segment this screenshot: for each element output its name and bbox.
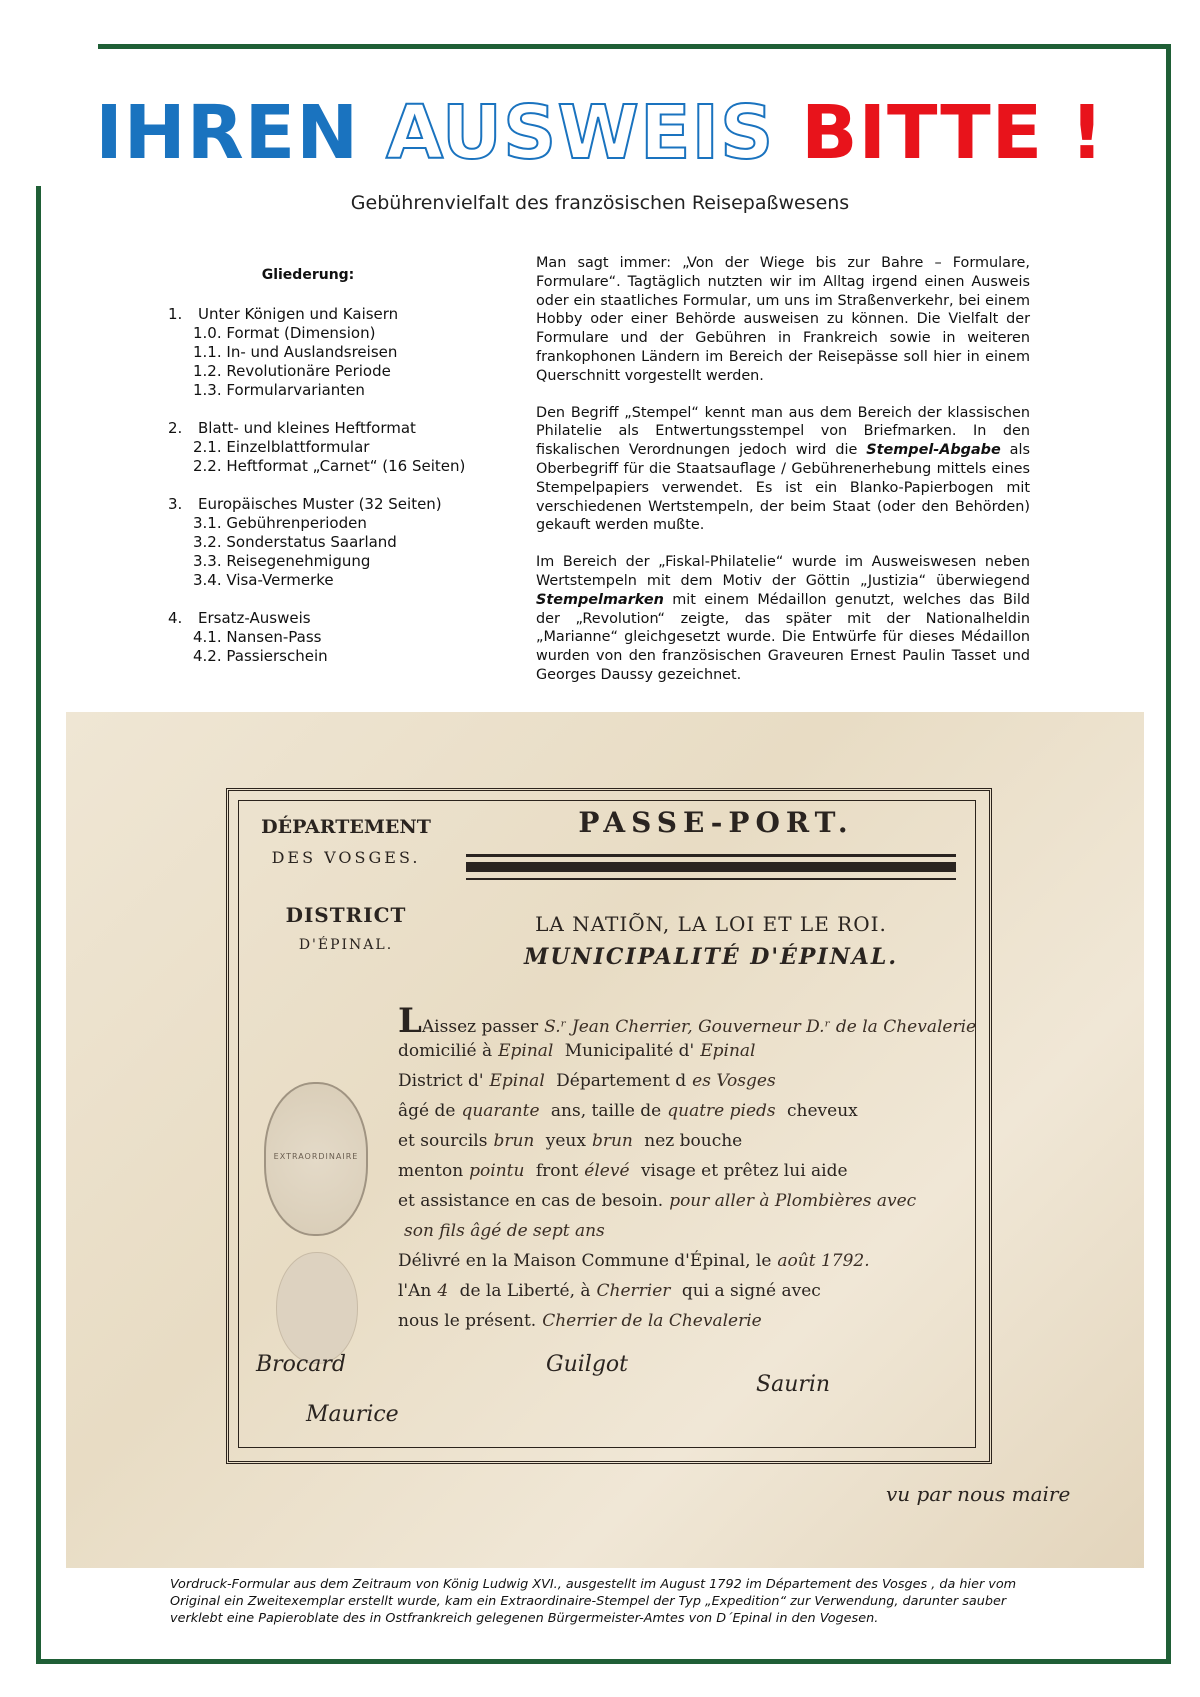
toc-item: 1.3. Formularvarianten bbox=[193, 381, 365, 399]
passport-form-text bbox=[398, 1006, 978, 1336]
form-line: nous le présent. Cherrier de la Chevalerie bbox=[398, 1311, 762, 1331]
municipality-name: MUNICIPALITÉ D'ÉPINAL. bbox=[523, 944, 899, 970]
signature: Saurin bbox=[756, 1372, 831, 1397]
intro-paragraph-3: Im Bereich der „Fiskal-Philatelie“ wurde im Ausweiswesen neben Wertstempeln mit dem Motiv der Göttin „Justizia“ überwiegend Stempelmarken mit einem Médaillon genutzt, welches das Bild der „Revolution“ zeigte, das später mit der Nationalheldin „Marianne“ gleichgesetzt wurde. Die Entwürfe für dieses Médaillon wurden von den französischen Graveuren Ernest Paulin Tasset und Georges Daussy gezeichnet. bbox=[536, 554, 1030, 683]
toc-item: 1.1. In- und Auslandsreisen bbox=[193, 343, 398, 361]
form-line: son fils âgé de sept ans bbox=[404, 1221, 605, 1241]
form-line: et assistance en cas de besoin. pour aller à Plombières avec bbox=[398, 1191, 917, 1211]
heading-rule bbox=[466, 854, 956, 857]
form-line: District d' Epinal Département d es Vosges bbox=[398, 1071, 776, 1091]
signature: Brocard bbox=[256, 1352, 346, 1377]
form-line: domicilié à Epinal Municipalité d' Epinal bbox=[398, 1041, 756, 1061]
frame-top-border bbox=[98, 44, 1171, 49]
extraordinaire-stamp bbox=[264, 1082, 368, 1236]
form-line: menton pointu front élevé visage et prêtez lui aide bbox=[398, 1161, 848, 1181]
department-block bbox=[251, 816, 441, 953]
toc-section-number: 2. bbox=[168, 419, 183, 437]
toc-section-title: Ersatz-Ausweis bbox=[198, 609, 311, 627]
heading-rule-thin bbox=[466, 878, 956, 880]
toc-item: 3.2. Sonderstatus Saarland bbox=[193, 533, 397, 551]
stamp-text: EXTRAORDINAIRE bbox=[273, 1152, 359, 1161]
intro-paragraph-1: Man sagt immer: „Von der Wiege bis zur Bahre – Formulare, Formulare“. Tagtäglich nutzten wir im Alltag irgend einen Ausweis oder ein staatliches Formular, um uns im Straßenverkehr, bei einem Hobby oder einer Behörde ausweisen zu können. Die Vielfalt der Formulare und der Gebühren in Frankreich sowie in weiteren frankophonen Ländern im Bereich der Reisepässe soll hier in einem Querschnitt vorgestellt werden. bbox=[536, 255, 1030, 384]
district-label: DISTRICT bbox=[285, 903, 407, 927]
toc-section bbox=[168, 419, 498, 476]
title-part-3: BITTE ! bbox=[801, 90, 1105, 176]
frame-left-border bbox=[36, 186, 41, 1664]
frame-right-border bbox=[1166, 44, 1171, 1664]
toc-section-number: 4. bbox=[168, 609, 183, 627]
table-of-contents bbox=[168, 266, 498, 685]
toc-item: 3.4. Visa-Vermerke bbox=[193, 571, 334, 589]
toc-section-title: Europäisches Muster (32 Seiten) bbox=[198, 495, 442, 513]
mayor-note: vu par nous maire bbox=[886, 1482, 1071, 1506]
title-part-2: AUSWEIS bbox=[385, 90, 775, 176]
toc-item: 1.2. Revolutionäre Periode bbox=[193, 362, 391, 380]
signature: Guilgot bbox=[546, 1352, 628, 1377]
page-title bbox=[0, 90, 1200, 176]
department-name: DES VOSGES. bbox=[271, 848, 421, 867]
toc-section bbox=[168, 609, 498, 666]
toc-section bbox=[168, 305, 498, 400]
frame-bottom-border bbox=[36, 1659, 1171, 1664]
emphasis-stempel-abgabe: Stempel-Abgabe bbox=[866, 442, 1001, 459]
intro-paragraph-2: Den Begriff „Stempel“ kennt man aus dem Bereich der klassischen Philatelie als Entwertungsstempel von Briefmarken. In den fiskalischen Verordnungen jedoch wird die Stempel-Abgabe als Oberbegriff für die Staatsauflage / Gebührenerhebung mittels eines Stempelpapiers verwendet. Es ist ein Blanko-Papierbogen mit verschiedenen Wertstempeln, der beim Staat (oder den Behörden) gekauft werden mußte. bbox=[536, 404, 1030, 534]
department-label: DÉPARTEMENT bbox=[261, 816, 431, 838]
toc-item: 2.1. Einzelblattformular bbox=[193, 438, 370, 456]
toc-item: 4.2. Passierschein bbox=[193, 647, 328, 665]
paper-wafer-seal bbox=[276, 1252, 358, 1364]
motto: LA NATIÕN, LA LOI ET LE ROI. bbox=[535, 912, 887, 936]
toc-item: 2.2. Heftformat „Carnet“ (16 Seiten) bbox=[193, 457, 466, 475]
form-line: l'An 4 de la Liberté, à Cherrier qui a signé avec bbox=[398, 1281, 821, 1301]
toc-heading: Gliederung: bbox=[261, 267, 355, 283]
form-line: LAissez passer S.ʳ Jean Cherrier, Gouverneur D.ʳ de la Chevalerie bbox=[398, 1006, 977, 1036]
toc-section-title: Blatt- und kleines Heftformat bbox=[198, 419, 416, 437]
district-name: D'ÉPINAL. bbox=[298, 937, 394, 953]
intro-text bbox=[536, 254, 1030, 703]
toc-section-number: 1. bbox=[168, 305, 183, 323]
toc-section-number: 3. bbox=[168, 495, 183, 513]
form-line: et sourcils brun yeux brun nez bouche bbox=[398, 1131, 743, 1151]
heading-rule-thick bbox=[466, 862, 956, 872]
toc-item: 3.3. Reisegenehmigung bbox=[193, 552, 371, 570]
toc-item: 4.1. Nansen-Pass bbox=[193, 628, 322, 646]
passport-heading: PASSE-PORT. bbox=[578, 806, 854, 839]
title-part-1: IHREN bbox=[95, 90, 360, 176]
toc-item: 3.1. Gebührenperioden bbox=[193, 514, 367, 532]
toc-section bbox=[168, 495, 498, 590]
page-subtitle: Gebührenvielfalt des französischen Reisepaßwesens bbox=[350, 192, 850, 214]
form-line: âgé de quarante ans, taille de quatre pieds cheveux bbox=[398, 1101, 858, 1121]
form-line: Délivré en la Maison Commune d'Épinal, le août 1792. bbox=[398, 1251, 870, 1271]
figure-caption: Vordruck-Formular aus dem Zeitraum von König Ludwig XVI., ausgestellt im August 1792 im Département des Vosges , da hier vom Original ein Zweitexemplar erstellt wurde, kam ein Extraordinaire-Stempel der Typ „Expedition“ zur Verwendung, darunter sauber verklebt eine Papieroblate des in Ostfrankreich gelegenen Bürgermeister-Amtes von D´Epinal in den Vogesen. bbox=[170, 1577, 1017, 1626]
toc-section-title: Unter Königen und Kaisern bbox=[198, 305, 399, 323]
toc-item: 1.0. Format (Dimension) bbox=[193, 324, 376, 342]
signature: Maurice bbox=[306, 1402, 399, 1427]
emphasis-stempelmarken: Stempelmarken bbox=[536, 591, 664, 608]
passport-document-image bbox=[66, 712, 1144, 1568]
